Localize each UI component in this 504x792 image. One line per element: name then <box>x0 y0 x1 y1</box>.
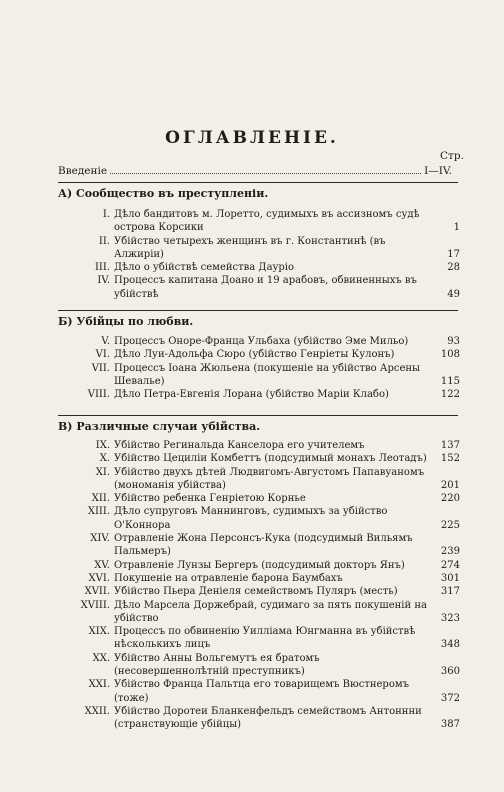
section-rule <box>58 415 458 416</box>
section-b-entries <box>58 335 460 401</box>
toc-entry <box>58 362 460 389</box>
toc-entry <box>58 274 460 301</box>
section-rule <box>58 310 458 311</box>
entry-number: XV. <box>94 559 110 571</box>
toc-entry <box>58 235 460 262</box>
entry-text: Дѣло Луи-Адольфа Сюро (убійство Генріеты Кулонъ) <box>114 349 395 361</box>
entry-text: Процессъ Оноре-Франца Ульбаха (убійство Эме Мильо) <box>114 336 409 347</box>
intro-label: Введеніе <box>58 165 108 177</box>
toc-entry <box>58 466 460 493</box>
entry-page: 372 <box>440 692 460 704</box>
section-a-entries <box>58 208 460 301</box>
toc-entry <box>58 625 460 652</box>
entry-page: 387 <box>440 719 460 731</box>
entry-number: XIX. <box>88 626 110 638</box>
entry-page: 108 <box>440 349 460 361</box>
entry-number: X. <box>99 453 110 465</box>
entry-number: V. <box>101 336 110 347</box>
toc-entry <box>58 678 460 705</box>
entry-number: III. <box>94 262 110 274</box>
entry-page: 93 <box>447 336 460 347</box>
toc-entry <box>58 505 460 532</box>
toc-entry <box>58 492 460 505</box>
toc-entry <box>58 559 460 572</box>
entry-number: IX. <box>95 440 110 451</box>
entry-text: Отравленіе Лунзы Бергеръ (подсудимый докторъ Янъ) <box>114 559 405 571</box>
entry-page: 49 <box>447 288 460 300</box>
page-title: ОГЛАВЛЕНІЕ. <box>165 128 339 148</box>
toc-entry <box>58 261 460 274</box>
entry-number: II. <box>98 235 110 247</box>
entry-page: 317 <box>440 586 460 598</box>
entry-number: VIII. <box>87 389 110 401</box>
entry-page: 348 <box>440 639 460 651</box>
toc-entry <box>58 439 460 452</box>
entry-text: Убійство Регинальда Канселора его учителемъ <box>114 440 365 451</box>
entry-text: Дѣло супруговъ Маннинговъ, судимыхъ за убійство О'Коннора <box>114 506 388 531</box>
entry-page: 274 <box>440 559 460 571</box>
entry-text: Убійство Франца Пальтца его товарищемъ Вюстнеромъ (тоже) <box>114 679 409 704</box>
entry-number: IV. <box>97 275 110 287</box>
entry-text: Убійство четырехъ женщинъ въ г. Константинѣ (въ Алжиріи) <box>114 235 386 260</box>
entry-page: 1 <box>453 222 460 234</box>
entry-number: VII. <box>91 362 110 374</box>
entry-text: Процессъ по обвиненію Уилліама Юнгманна въ убійствѣ нѣсколькихъ лицъ <box>114 626 416 651</box>
entry-number: XX. <box>92 652 110 664</box>
toc-entry <box>58 572 460 585</box>
entry-page: 201 <box>440 479 460 491</box>
entry-text: Отравленіе Жона Персонсъ-Кука (подсудимый Вильямъ Пальмеръ) <box>114 533 413 558</box>
entry-text: Убійство Пьера Денiеля семействомъ Пуляръ (месть) <box>114 586 398 598</box>
entry-number: XVI. <box>88 572 110 584</box>
entry-page: 301 <box>440 572 460 584</box>
entry-text: Убійство ребенка Генріетою Корнье <box>114 493 306 505</box>
entry-number: VI. <box>95 349 110 361</box>
section-a-title: А) Сообщество въ преступленіи. <box>58 187 269 200</box>
toc-entry <box>58 532 460 559</box>
section-rule <box>58 182 458 183</box>
entry-text: Дѣло Петра-Евгенія Лорана (убійство Маріи Клабо) <box>114 389 389 401</box>
entry-page: 360 <box>440 666 460 678</box>
entry-text: Убійство Доротеи Бланкенфельдъ семействомъ Антоннни (странствующіе убійцы) <box>114 705 422 731</box>
entry-text: Убійство двухъ дѣтей Людвигомъ-Августомъ Папавуаномъ (мономанія убійства) <box>114 466 425 491</box>
entry-text: Убійство Цециліи Комбеттъ (подсудимый монахъ Леотадъ) <box>114 453 427 465</box>
entry-page: 225 <box>440 519 460 531</box>
intro-page: I—IV. <box>424 165 452 177</box>
leader-dots <box>110 173 421 174</box>
toc-entry <box>58 585 460 598</box>
toc-entry <box>58 388 460 401</box>
entry-number: XIII. <box>87 506 110 518</box>
entry-page: 122 <box>440 389 460 401</box>
toc-entry <box>58 348 460 361</box>
entry-number: XII. <box>91 493 110 505</box>
entry-number: XVIII. <box>80 599 110 611</box>
entry-number: XXI. <box>88 679 110 691</box>
section-c-title: В) Различные случаи убійства. <box>58 420 261 433</box>
entry-page: 239 <box>440 546 460 558</box>
toc-entry <box>58 652 460 679</box>
entry-text: Дѣло Марсела Доржебрай, судимаго за пять покушеній на убійство <box>114 599 427 624</box>
entry-page: 323 <box>440 612 460 624</box>
entry-number: XI. <box>95 466 110 478</box>
entry-text: Покушеніе на отравленіе барона Баумбахъ <box>114 572 343 584</box>
toc-entry <box>58 335 460 348</box>
entry-number: I. <box>102 209 110 220</box>
entry-text: Процессъ Іоана Жюльена (покушеніе на убійство Арсены Шевалье) <box>114 362 420 387</box>
intro-entry <box>58 165 452 177</box>
entry-page: 137 <box>440 440 460 451</box>
section-c-entries <box>58 439 460 732</box>
entry-text: Процессъ капитана Доано и 19 арабовъ, обвиненныхъ въ убійствѣ <box>114 275 417 300</box>
entry-number: XXII. <box>84 705 110 717</box>
entry-number: XVII. <box>84 586 110 598</box>
entry-page: 152 <box>440 453 460 465</box>
toc-entry <box>58 599 460 626</box>
entry-page: 17 <box>447 248 460 260</box>
entry-page: 220 <box>440 493 460 505</box>
entry-number: XIV. <box>90 533 110 545</box>
toc-entry <box>58 705 460 732</box>
entry-page: 115 <box>440 375 460 387</box>
section-b-title: Б) Убійцы по любви. <box>58 315 194 328</box>
page-column-label: Стр. <box>440 150 464 162</box>
toc-entry <box>58 208 460 235</box>
entry-page: 28 <box>447 262 460 274</box>
entry-text: Убійство Анны Вольгемутъ ея братомъ (несовершеннолѣтній преступникъ) <box>114 652 320 678</box>
entry-text: Дѣло о убійствѣ семейства Дауріо <box>114 262 295 274</box>
toc-entry <box>58 452 460 465</box>
entry-text: Дѣло бандитовъ м. Лоретто, судимыхъ въ ассизномъ судѣ острова Корсики <box>114 209 420 234</box>
